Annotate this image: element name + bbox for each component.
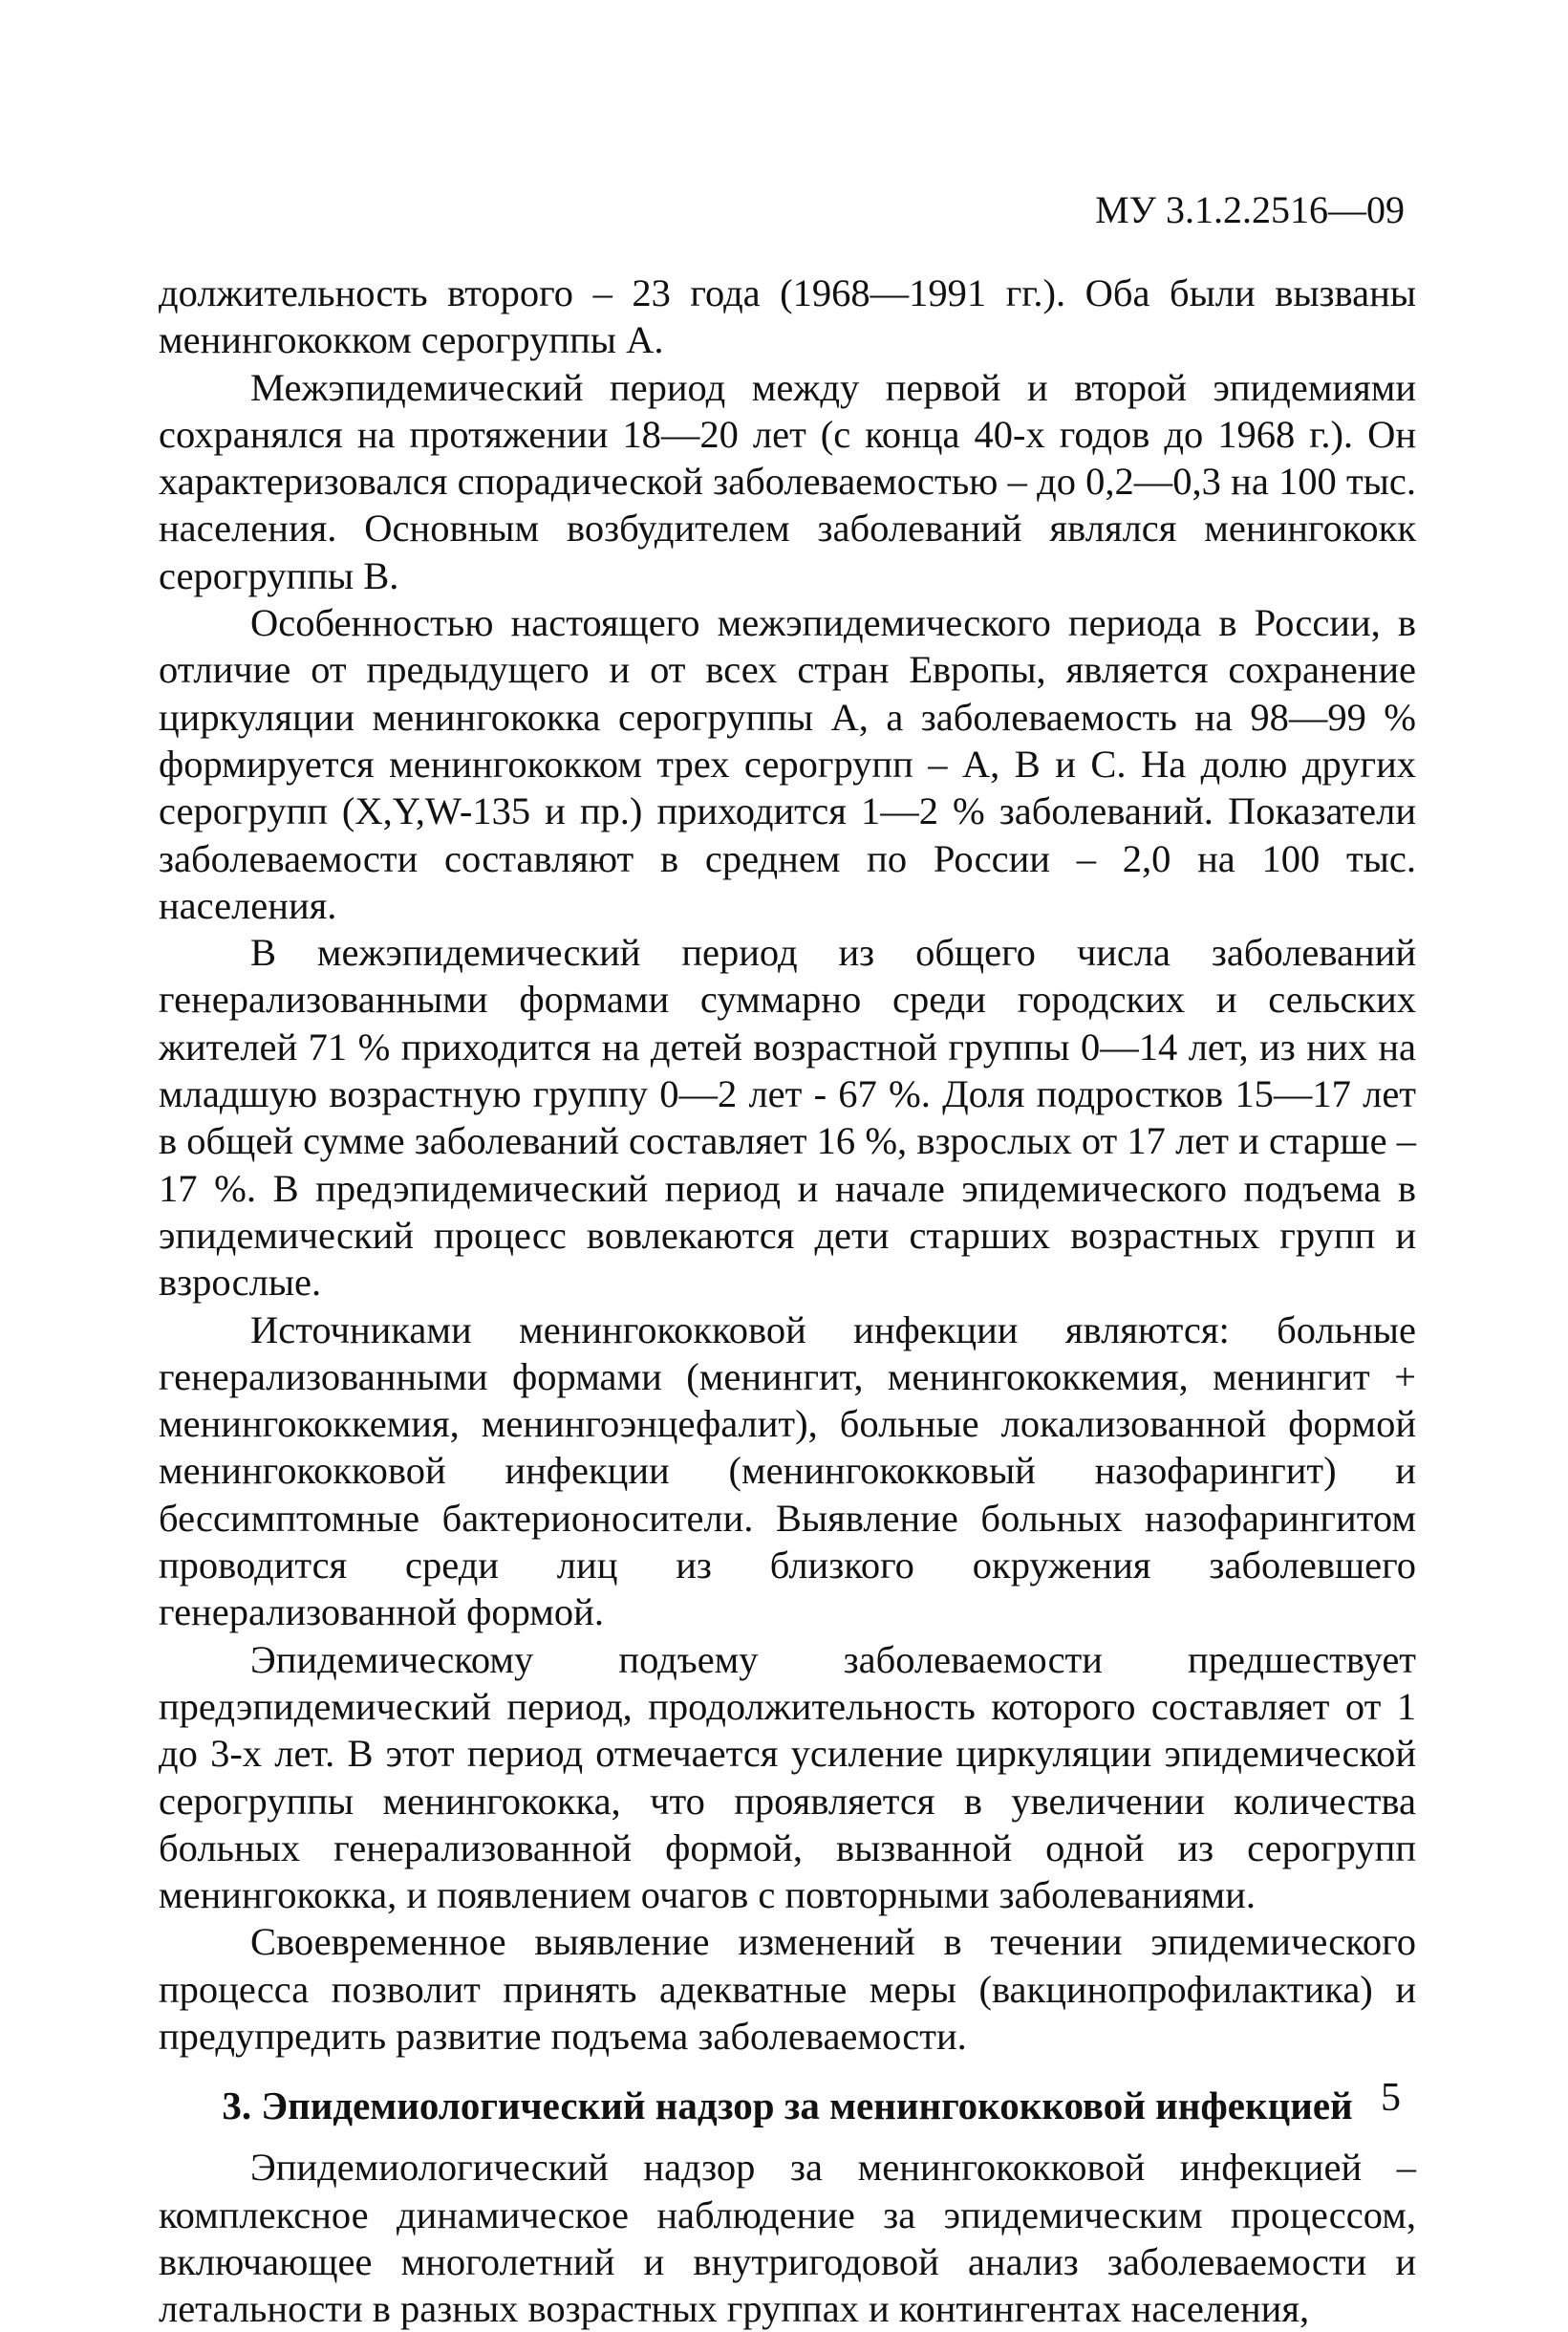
- paragraph-surveillance-definition: Эпидемиологический надзор за менингококковой инфекцией – комплексное динамическое наблюдение за эпидемическим процессом, включающее многолетний и внутригодовой анализ заболеваемости и летальности в разных возрастных группах и контингентах населения,: [159, 2146, 1416, 2331]
- paragraph-infection-sources: Источниками менингококковой инфекции являются: больные генерализованными формами (менингит, менингококкемия, менингит + менингококкемия, менингоэнцефалит), больные локализованной формой менингококковой инфекции (менингококковый назофарингит) и бессимптомные бактерионосители. Выявление больных назофарингитом проводится среди лиц из близкого окружения заболевшего генерализованной формой.: [159, 1307, 1416, 1634]
- document-code: МУ 3.1.2.2516—09: [1095, 188, 1405, 231]
- page-number: 5: [1381, 2076, 1401, 2120]
- document-body: [159, 270, 1416, 2332]
- paragraph-interepidemic-period: Межэпидемический период между первой и второй эпидемиями сохранялся на протяжении 18—20 лет (с конца 40-х годов до 1968 г.). Он характеризовался спорадической заболеваемостью – до 0,2—0,3 на 100 тыс. населения. Основным возбудителем заболеваний являлся менингококк серогруппы В.: [159, 365, 1416, 597]
- paragraph-pre-epidemic-period: Эпидемическому подъему заболеваемости предшествует предэпидемический период, продолжительность которого составляет от 1 до 3-х лет. В этот период отмечается усиление циркуляции эпидемической серогруппы менингококка, что проявляется в увеличении количества больных генерализованной формой, вызванной одной из серогрупп менингококка, и появлением очагов с повторными заболеваниями.: [159, 1637, 1416, 1917]
- paragraph-age-distribution: В межэпидемический период из общего числа заболеваний генерализованными формами суммарно среди городских и сельских жителей 71 % приходится на детей возрастной группы 0—14 лет, из них на младшую возрастную группу 0—2 лет - 67 %. Доля подростков 15—17 лет в общей сумме заболеваний составляет 16 %, взрослых от 17 лет и старше – 17 %. В предэпидемический период и начале эпидемического подъема в эпидемический процесс вовлекаются дети старших возрастных групп и взрослые.: [159, 931, 1416, 1305]
- paragraph-timely-detection: Своевременное выявление изменений в течении эпидемического процесса позволит принять адекватные меры (вакцинопрофилактика) и предупредить развитие подъема заболеваемости.: [159, 1920, 1416, 2058]
- section-heading: 3. Эпидемиологический надзор за менингококковой инфекцией: [222, 2084, 1353, 2128]
- paragraph-continuation: должительность второго – 23 года (1968—1991 гг.). Оба были вызваны менингококком серогруппы А.: [159, 271, 1416, 362]
- paragraph-current-period-features: Особенностью настоящего межэпидемического периода в России, в отличие от предыдущего и от всех стран Европы, является сохранение циркуляции менингококка серогруппы А, а заболеваемость на 98—99 % формируется менингококком трех серогрупп – А, В и С. На долю других серогрупп (X,Y,W-135 и пр.) приходится 1—2 % заболеваний. Показатели заболеваемости составляют в среднем по России – 2,0 на 100 тыс. населения.: [159, 601, 1416, 927]
